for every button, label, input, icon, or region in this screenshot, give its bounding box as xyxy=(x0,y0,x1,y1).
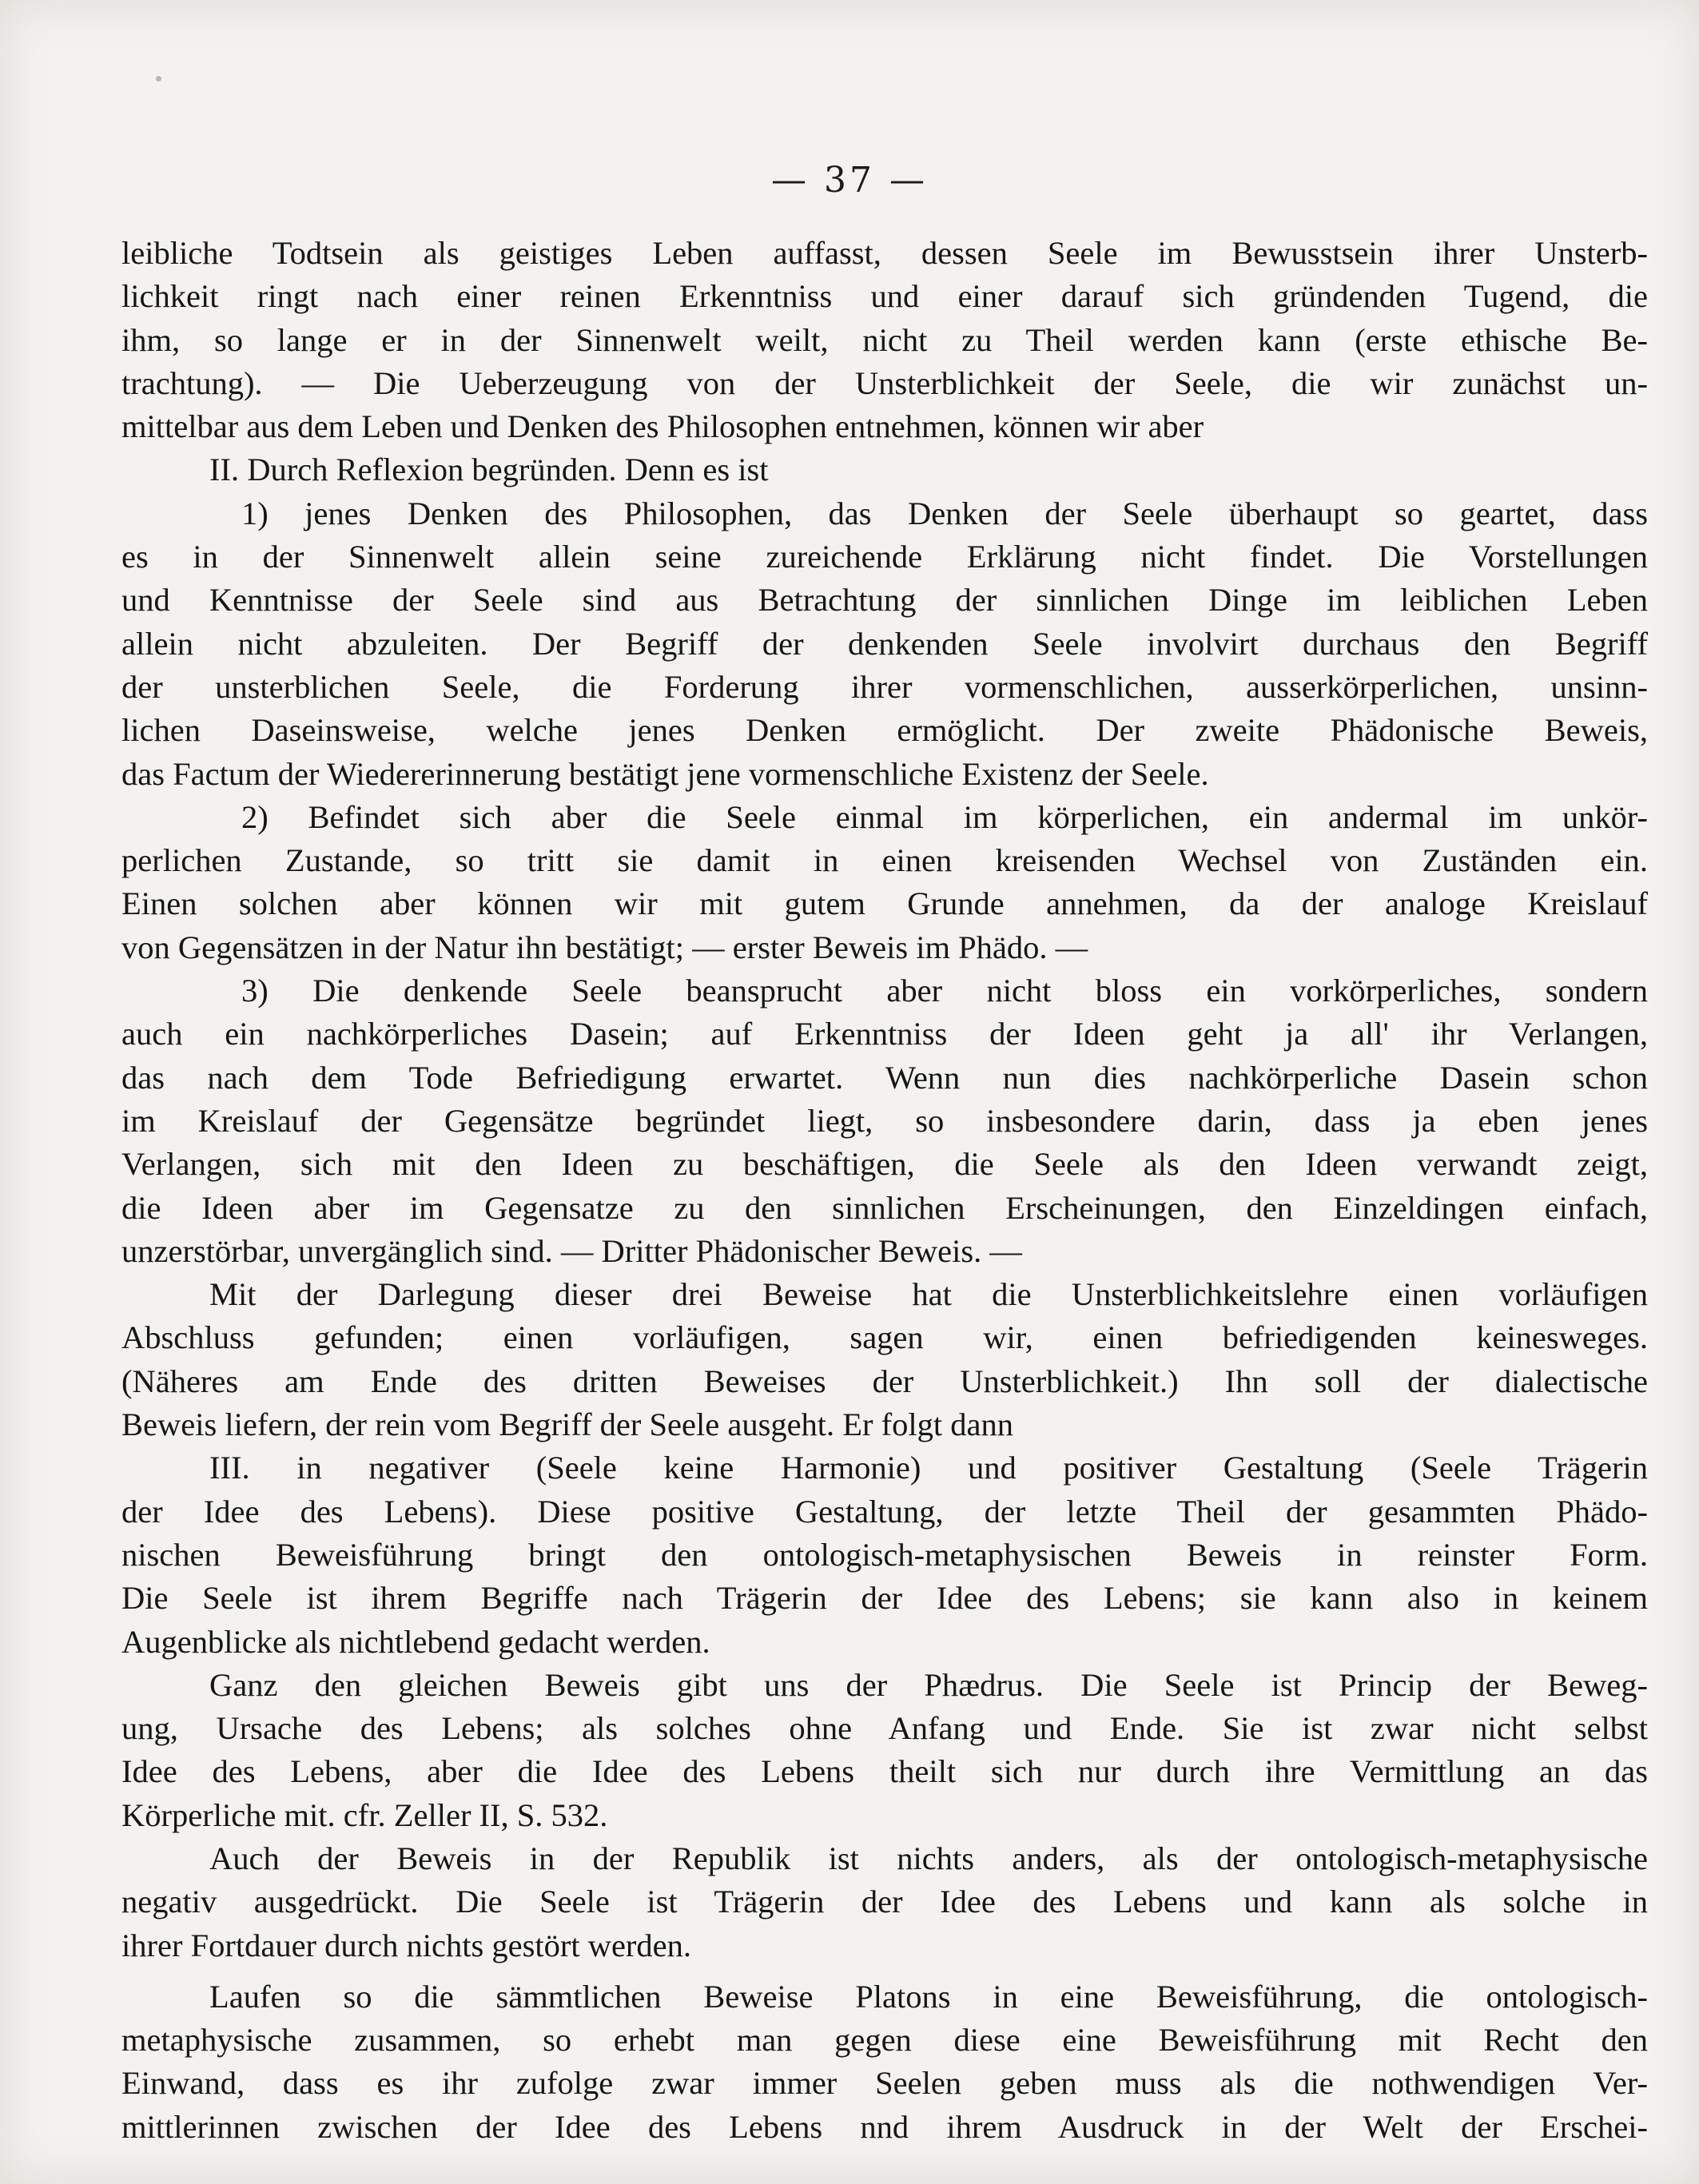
text-line: perlichen Zustande, so tritt sie damit in einen kreisenden Wechsel von Zuständen ein. xyxy=(121,842,1648,879)
body-text xyxy=(121,232,1648,2149)
text-line: mittelbar aus dem Leben und Denken des Philosophen entnehmen, können wir aber xyxy=(121,408,1204,445)
text-line: die Ideen aber im Gegensatze zu den sinnlichen Erscheinungen, den Einzeldingen einfach, xyxy=(121,1189,1648,1226)
text-line: Körperliche mit. cfr. Zeller II, S. 532. xyxy=(121,1796,608,1833)
text-line: 1) jenes Denken des Philosophen, das Denken der Seele überhaupt so geartet, dass xyxy=(241,495,1648,531)
text-line: das nach dem Tode Befriedigung erwartet. Wenn nun dies nachkörperliche Dasein schon xyxy=(121,1059,1648,1096)
text-line: trachtung). — Die Ueberzeugung von der Unsterblichkeit der Seele, die wir zunächst un- xyxy=(121,364,1648,401)
text-line: 3) Die denkende Seele beansprucht aber nicht bloss ein vorkörperliches, sondern xyxy=(241,973,1648,1009)
text-line: nischen Beweisführung bringt den ontologisch-metaphysischen Beweis in reinster Form. xyxy=(121,1536,1648,1573)
text-line: lichen Daseinsweise, welche jenes Denken ermöglicht. Der zweite Phädonische Beweis, xyxy=(121,712,1648,749)
text-line: Laufen so die sämmtlichen Beweise Platons in eine Beweisführung, die ontologisch- xyxy=(209,1978,1648,2015)
text-line: es in der Sinnenwelt allein seine zureichende Erklärung nicht findet. Die Vorstellungen xyxy=(121,539,1648,575)
text-line: leibliche Todtsein als geistiges Leben auffasst, dessen Seele im Bewusstsein ihrer Unsterb- xyxy=(121,235,1648,271)
text-line: ung, Ursache des Lebens; als solches ohne Anfang und Ende. Sie ist zwar nicht selbst xyxy=(121,1710,1648,1747)
text-line: metaphysische zusammen, so erhebt man gegen diese eine Beweisführung mit Recht den xyxy=(121,2022,1648,2059)
text-line: Verlangen, sich mit den Ideen zu beschäftigen, die Seele als den Ideen verwandt zeigt, xyxy=(121,1146,1648,1183)
text-line: mittlerinnen zwischen der Idee des Lebens nnd ihrem Ausdruck in der Welt der Erschei- xyxy=(121,2108,1648,2145)
page-number: — 37 — xyxy=(771,160,928,201)
text-line: Idee des Lebens, aber die Idee des Lebens theilt sich nur durch ihre Vermittlung an das xyxy=(121,1753,1648,1790)
text-line: das Factum der Wiedererinnerung bestätigt jene vormenschliche Existenz der Seele. xyxy=(121,755,1209,792)
text-line: im Kreislauf der Gegensätze begründet liegt, so insbesondere darin, dass ja eben jenes xyxy=(121,1102,1648,1139)
text-line: ihm, so lange er in der Sinnenwelt weilt, nicht zu Theil werden kann (erste ethische Be- xyxy=(121,321,1648,358)
text-line: auch ein nachkörperliches Dasein; auf Erkenntniss der Ideen geht ja all' ihr Verlangen, xyxy=(121,1016,1648,1052)
text-line: Einwand, dass es ihr zufolge zwar immer Seelen geben muss als die nothwendigen Ver- xyxy=(121,2065,1648,2102)
text-line: Augenblicke als nichtlebend gedacht werden. xyxy=(121,1623,710,1660)
text-line: der Idee des Lebens). Diese positive Gestaltung, der letzte Theil der gesammten Phädo- xyxy=(121,1493,1648,1530)
text-line: Beweis liefern, der rein vom Begriff der Seele ausgeht. Er folgt dann xyxy=(121,1406,1014,1443)
text-line: ihrer Fortdauer durch nichts gestört werden. xyxy=(121,1927,692,1963)
text-line: Mit der Darlegung dieser drei Beweise hat die Unsterblichkeitslehre einen vorläufigen xyxy=(209,1276,1648,1313)
text-line: von Gegensätzen in der Natur ihn bestätigt; — erster Beweis im Phädo. — xyxy=(121,929,1088,965)
ink-speck xyxy=(156,76,161,82)
text-line: Die Seele ist ihrem Begriffe nach Trägerin der Idee des Lebens; sie kann also in keinem xyxy=(121,1580,1648,1617)
text-line: unzerstörbar, unvergänglich sind. — Dritter Phädonischer Beweis. — xyxy=(121,1232,1022,1269)
text-line: 2) Befindet sich aber die Seele einmal im körperlichen, ein andermal im unkör- xyxy=(241,798,1648,835)
text-line: Auch der Beweis in der Republik ist nichts anders, als der ontologisch-metaphysische xyxy=(209,1840,1648,1876)
text-line: und Kenntnisse der Seele sind aus Betrachtung der sinnlichen Dinge im leiblichen Leben xyxy=(121,582,1648,619)
text-line: Einen solchen aber können wir mit gutem Grunde annehmen, da der analoge Kreislauf xyxy=(121,885,1648,922)
text-line: der unsterblichen Seele, die Forderung ihrer vormenschlichen, ausserkörperlichen, unsinn- xyxy=(121,668,1648,705)
text-line: allein nicht abzuleiten. Der Begriff der denkenden Seele involvirt durchaus den Begriff xyxy=(121,625,1648,662)
section-heading-line: III. in negativer (Seele keine Harmonie) und positiver Gestaltung (Seele Trägerin xyxy=(209,1450,1648,1486)
section-heading-line: II. Durch Reflexion begründen. Denn es ist xyxy=(209,452,769,488)
text-line: lichkeit ringt nach einer reinen Erkenntniss und einer darauf sich gründenden Tugend, die xyxy=(121,278,1648,315)
text-line: negativ ausgedrückt. Die Seele ist Trägerin der Idee des Lebens und kann als solche in xyxy=(121,1884,1648,1920)
text-line: Abschluss gefunden; einen vorläufigen, sagen wir, einen befriedigenden keinesweges. xyxy=(121,1319,1648,1356)
text-line: Ganz den gleichen Beweis gibt uns der Phædrus. Die Seele ist Princip der Beweg- xyxy=(209,1666,1648,1703)
text-line: (Näheres am Ende des dritten Beweises der Unsterblichkeit.) Ihn soll der dialectische xyxy=(121,1363,1648,1399)
